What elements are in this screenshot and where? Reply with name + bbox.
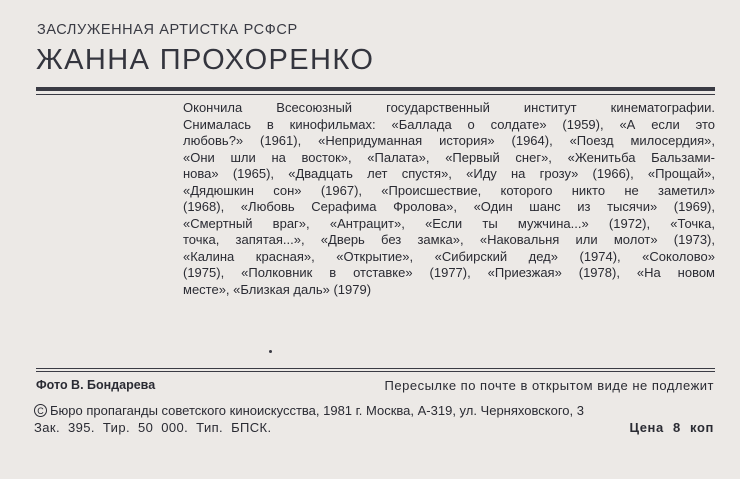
biography-text (183, 100, 715, 298)
actress-name: ЖАННА ПРОХОРЕНКО (36, 44, 375, 76)
bio-line: месте», «Близкая даль» (1979) (183, 281, 372, 297)
bio-line: «Дядюшкин сон» (1967), «Происшествие, которого никто не заметил» (183, 182, 715, 198)
bio-line: «Они шли на восток», «Палата», «Первый снег», «Женитьба Бальзами- (183, 149, 715, 165)
actress-title: ЗАСЛУЖЕННАЯ АРТИСТКА РСФСР (37, 22, 298, 38)
bio-line: Окончила Всесоюзный государственный институт кинематографии. (183, 100, 715, 115)
bio-line: «Калина красная», «Открытие», «Сибирский дед» (1974), «Соколово» (183, 248, 715, 264)
print-info: Зак. 395. Тир. 50 000. Тип. БПСК. (34, 420, 272, 435)
bio-line: нова» (1965), «Двадцать лет спустя», «Иду на грозу» (1966), «Прощай», (183, 166, 715, 181)
header-rule-thin (36, 94, 715, 95)
bio-line: Снималась в кинофильмах: «Баллада о солдате» (1959), «А если это (183, 116, 715, 132)
footer-rule-bottom (36, 371, 715, 372)
bio-line: (1968), «Любовь Серафима Фролова», «Один шанс из тысячи» (1969), (183, 199, 715, 214)
postal-note: Пересылке по почте в открытом виде не подлежит (384, 378, 714, 393)
bio-line: точка, запятая...», «Дверь без замка», «Наковальня или молот» (1973), (183, 232, 715, 247)
ink-speck (269, 350, 272, 353)
bio-line: любовь?» (1961), «Непридуманная история» (1964), «Поезд милосердия», (183, 133, 715, 148)
footer-rule-top (36, 368, 715, 369)
bio-line: (1975), «Полковник в отставке» (1977), «Приезжая» (1978), «На новом (183, 265, 715, 280)
copyright-icon: С (34, 404, 47, 417)
photo-credit: Фото В. Бондарева (36, 378, 156, 392)
publisher-text: Бюро пропаганды советского киноискусства, 1981 г. Москва, А-319, ул. Черняховского, 3 (50, 403, 584, 418)
header-rule-thick (36, 87, 715, 91)
bio-line: «Смертный враг», «Антрацит», «Если ты мужчина...» (1972), «Точка, (183, 215, 715, 231)
price: Цена 8 коп (629, 420, 714, 435)
publisher-line (34, 403, 714, 418)
